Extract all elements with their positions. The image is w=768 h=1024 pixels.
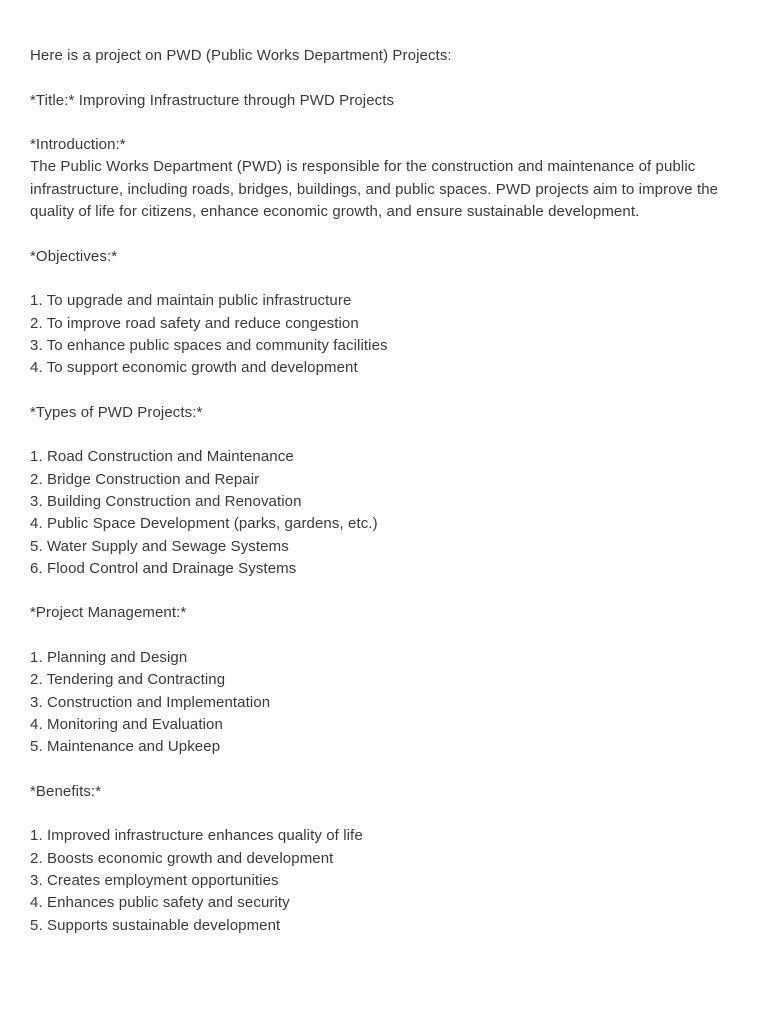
list-item: 2. To improve road safety and reduce congestion	[30, 314, 359, 332]
spacer	[30, 268, 742, 290]
benefits-heading: *Benefits:*	[30, 782, 102, 800]
list-item: 1. Improved infrastructure enhances quality of life	[30, 827, 363, 845]
document-body	[30, 45, 742, 937]
list-item: 3. Construction and Implementation	[30, 693, 271, 711]
management-list	[30, 647, 742, 758]
spacer	[30, 379, 742, 401]
list-item: 3. Creates employment opportunities	[30, 871, 279, 889]
list-item: 3. Building Construction and Renovation	[30, 492, 302, 510]
spacer	[30, 112, 742, 134]
spacer	[30, 580, 742, 602]
spacer	[30, 803, 742, 825]
list-item: 1. Road Construction and Maintenance	[30, 448, 294, 466]
list-item: 1. To upgrade and maintain public infrastructure	[30, 292, 352, 310]
list-item: 6. Flood Control and Drainage Systems	[30, 559, 297, 577]
spacer	[30, 223, 742, 245]
management-heading: *Project Management:*	[30, 604, 187, 622]
list-item: 4. Enhances public safety and security	[30, 894, 290, 912]
list-item: 5. Maintenance and Upkeep	[30, 738, 221, 756]
list-item: 1. Planning and Design	[30, 649, 188, 667]
spacer	[30, 759, 742, 781]
spacer	[30, 424, 742, 446]
objectives-heading: *Objectives:*	[30, 247, 118, 265]
spacer	[30, 625, 742, 647]
introduction-paragraph: The Public Works Department (PWD) is responsible for the construction and maintenance of public infrastructure, including roads, bridges, buildings, and public spaces. PWD projects aim to improve the quality of life for citizens, enhance economic growth, and ensure sustainable development.	[30, 158, 719, 221]
list-item: 3. To enhance public spaces and community facilities	[30, 336, 388, 354]
list-item: 5. Supports sustainable development	[30, 916, 281, 934]
list-item: 2. Boosts economic growth and development	[30, 849, 334, 867]
list-item: 2. Bridge Construction and Repair	[30, 470, 260, 488]
benefits-list	[30, 825, 742, 936]
list-item: 4. Monitoring and Evaluation	[30, 715, 223, 733]
title-line: *Title:* Improving Infrastructure through PWD Projects	[30, 91, 395, 109]
list-item: 4. Public Space Development (parks, gardens, etc.)	[30, 515, 378, 533]
spacer	[30, 67, 742, 89]
list-item: 2. Tendering and Contracting	[30, 671, 226, 689]
types-heading: *Types of PWD Projects:*	[30, 403, 203, 421]
list-item: 4. To support economic growth and development	[30, 359, 358, 377]
intro-line: Here is a project on PWD (Public Works Department) Projects:	[30, 47, 452, 64]
types-list	[30, 446, 742, 580]
introduction-heading: *Introduction:*	[30, 136, 126, 154]
list-item: 5. Water Supply and Sewage Systems	[30, 537, 289, 555]
objectives-list	[30, 290, 742, 379]
